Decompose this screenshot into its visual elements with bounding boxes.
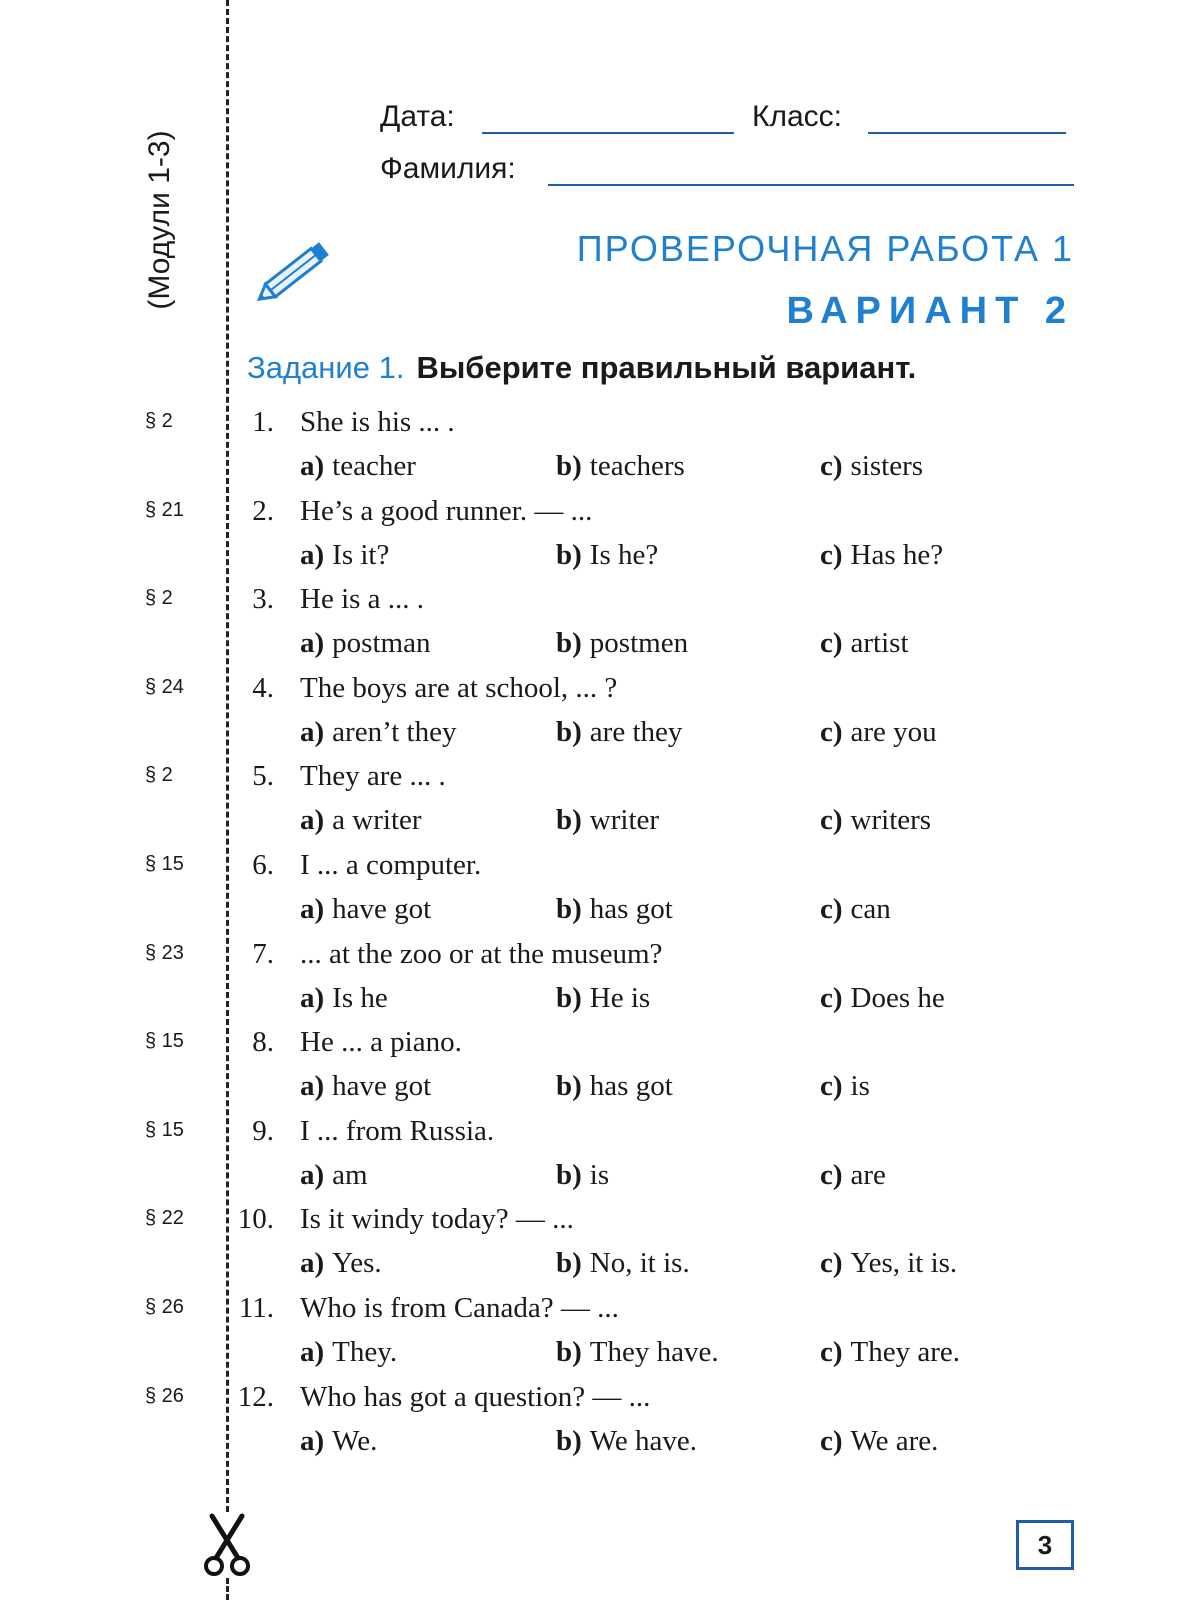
paragraph-reference: § 15 [145,1118,184,1141]
option-text: sisters [850,450,924,482]
question-text: ... at the zoo or at the museum? [300,937,663,970]
question-number: 6. [252,849,274,881]
answer-option-b[interactable] [556,1425,697,1458]
question-text: Is it windy today? — ... [300,1203,574,1236]
paragraph-reference: § 21 [145,498,184,521]
option-text: They. [332,1336,398,1368]
option-text: No, it is. [589,1247,690,1280]
option-letter: c) [820,450,843,482]
option-letter: a) [300,715,325,748]
class-label: Класс: [752,100,842,133]
pencil-icon [250,236,338,308]
option-letter: a) [300,1336,325,1368]
option-letter: c) [820,715,843,748]
option-letter: a) [300,450,325,482]
answer-option-c[interactable] [820,893,891,926]
option-text: Yes, it is. [850,1247,958,1280]
scissors-icon [202,1512,252,1578]
option-letter: a) [300,981,325,1014]
task-label: Задание 1. [247,350,405,385]
paragraph-reference: § 2 [145,587,173,610]
question-text: He ... a piano. [300,1026,462,1059]
option-text: artist [850,627,909,660]
option-letter: b) [556,627,582,660]
option-text: postman [332,627,431,660]
question-text: I ... a computer. [300,849,482,881]
answer-option-a[interactable] [300,716,456,749]
option-letter: b) [556,1070,582,1103]
option-text: is [589,1158,610,1191]
question-text: They are ... . [300,760,446,793]
question-number: 7. [252,937,274,970]
option-letter: a) [300,627,325,660]
task-heading [247,350,916,386]
option-letter: a) [300,1247,325,1280]
cut-line [226,0,229,1512]
question-number: 11. [238,1292,274,1324]
option-text: have got [332,1070,432,1103]
surname-field[interactable] [548,184,1074,186]
answer-option-c[interactable] [820,450,923,483]
answer-option-b[interactable] [556,627,688,660]
answer-option-c[interactable] [820,1070,870,1103]
question-text: He’s a good runner. — ... [300,494,593,527]
option-letter: a) [300,893,325,925]
option-letter: b) [556,538,582,571]
option-letter: c) [820,1158,843,1191]
answer-option-c[interactable] [820,1425,938,1458]
answer-option-b[interactable] [556,539,658,572]
answer-option-c[interactable] [820,804,931,837]
cut-line-bottom [226,1578,229,1600]
answer-option-b[interactable] [556,1336,719,1369]
question-number: 4. [252,671,274,704]
option-letter: c) [820,981,843,1014]
question-number: 8. [252,1026,274,1059]
answer-option-b[interactable] [556,893,673,926]
option-text: We. [332,1424,378,1457]
question-text: I ... from Russia. [300,1114,495,1147]
date-label: Дата: [380,100,455,133]
question-number: 9. [252,1114,274,1147]
paragraph-reference: § 24 [145,675,184,698]
paragraph-reference: § 26 [145,1296,184,1318]
answer-option-b[interactable] [556,1070,673,1103]
paragraph-reference: § 2 [145,410,173,432]
paragraph-reference: § 15 [145,1030,184,1053]
paragraph-reference: § 2 [145,764,173,787]
option-letter: c) [820,1070,843,1103]
question-text: He is a ... . [300,583,425,616]
answer-option-b[interactable] [556,1247,690,1280]
question-text: The boys are at school, ... ? [300,671,618,704]
option-text: are you [850,715,937,748]
paragraph-reference: § 23 [145,941,184,964]
variant-title: ВАРИАНТ 2 [786,290,1074,332]
option-text: They are. [850,1336,961,1368]
option-letter: a) [300,1424,325,1457]
question-text: Who has got a question? — ... [300,1380,651,1413]
option-text: can [850,893,891,925]
task-instruction: Выберите правильный вариант. [416,350,917,385]
option-text: Is it? [332,538,390,571]
answer-option-c[interactable] [820,539,943,572]
answer-option-a[interactable] [300,893,431,926]
option-letter: b) [556,893,582,925]
paragraph-reference: § 22 [145,1207,184,1230]
option-text: Is he? [589,538,659,571]
option-text: has got [589,893,673,925]
option-letter: a) [300,804,325,837]
option-letter: b) [556,715,582,748]
option-letter: b) [556,1247,582,1280]
option-letter: b) [556,981,582,1014]
option-letter: c) [820,1336,843,1368]
option-text: teacher [332,450,416,482]
option-text: They have. [589,1336,719,1368]
paragraph-reference: § 15 [145,853,184,875]
option-text: postmen [589,627,689,660]
answer-option-a[interactable] [300,982,388,1015]
option-text: Has he? [850,538,944,571]
option-letter: b) [556,450,582,482]
option-letter: a) [300,538,325,571]
worksheet-title: ПРОВЕРОЧНАЯ РАБОТА 1 [576,228,1074,269]
option-letter: a) [300,1158,325,1191]
option-letter: c) [820,1424,843,1457]
answer-option-b[interactable] [556,804,659,837]
answer-option-c[interactable] [820,1336,960,1369]
answer-option-a[interactable] [300,1336,397,1369]
option-text: teachers [589,450,685,482]
answer-option-b[interactable] [556,716,682,749]
option-letter: c) [820,804,843,837]
answer-option-c[interactable] [820,627,909,660]
answer-option-a[interactable] [300,1425,377,1458]
question-number: 1. [252,406,274,438]
option-text: Yes. [332,1247,382,1280]
option-text: is [850,1070,870,1103]
question-number: 10. [237,1203,274,1236]
option-text: writers [850,804,932,837]
option-text: are they [589,715,683,748]
paragraph-reference: § 26 [145,1384,184,1407]
option-text: am [332,1158,368,1191]
answer-option-b[interactable] [556,982,650,1015]
option-text: aren’t they [332,715,457,748]
option-text: has got [589,1070,673,1103]
answer-option-a[interactable] [300,1247,382,1280]
option-letter: a) [300,1070,325,1103]
question-text: Who is from Canada? — ... [300,1292,619,1324]
answer-option-c[interactable] [820,716,937,749]
option-letter: c) [820,627,843,660]
option-text: We are. [850,1424,939,1457]
option-letter: b) [556,1158,582,1191]
question-number: 5. [252,760,274,793]
answer-option-b[interactable] [556,1159,609,1192]
question-number: 2. [252,494,274,527]
surname-label: Фамилия: [380,152,516,185]
answer-option-c[interactable] [820,982,945,1015]
option-letter: b) [556,1336,582,1368]
option-text: writer [589,804,660,837]
option-text: are [850,1158,886,1191]
option-text: We have. [589,1424,697,1457]
answer-option-a[interactable] [300,1070,431,1103]
question-number: 3. [252,583,274,616]
option-letter: c) [820,893,843,925]
option-text: have got [332,893,432,925]
date-field[interactable] [482,132,734,134]
option-text: He is [589,981,651,1014]
option-letter: b) [556,1424,582,1457]
modules-label: (Модули 1-3) [143,130,176,310]
option-letter: b) [556,804,582,837]
answer-option-c[interactable] [820,1159,886,1192]
question-text: She is his ... . [300,406,455,438]
option-text: Is he [332,981,388,1014]
answer-option-a[interactable] [300,539,389,572]
answer-option-b[interactable] [556,450,685,483]
option-letter: c) [820,1247,843,1280]
class-field[interactable] [868,132,1066,134]
option-letter: c) [820,538,843,571]
answer-option-a[interactable] [300,1159,368,1192]
option-text: a writer [332,804,422,837]
answer-option-a[interactable] [300,450,416,483]
option-text: Does he [850,981,945,1014]
answer-option-c[interactable] [820,1247,957,1280]
question-number: 12. [237,1380,274,1413]
answer-option-a[interactable] [300,627,430,660]
page-number: 3 [1016,1520,1074,1570]
answer-option-a[interactable] [300,804,422,837]
